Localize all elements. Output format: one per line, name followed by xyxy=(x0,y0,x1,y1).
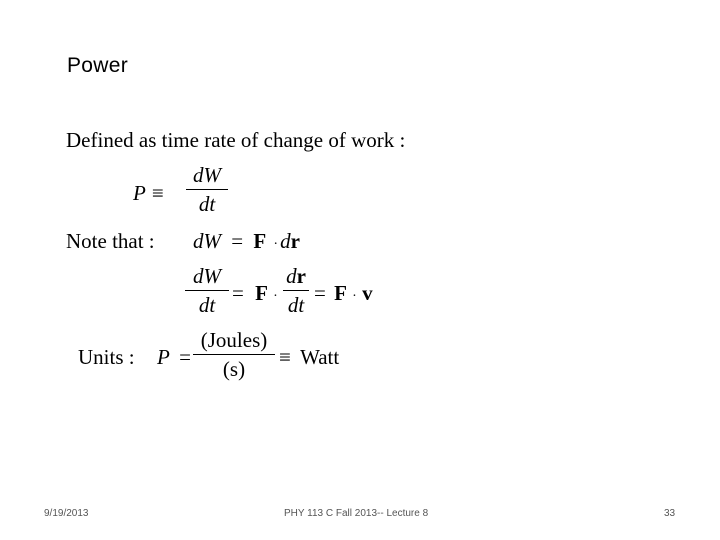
page-number: 33 xyxy=(664,508,676,519)
units-lhs: P = xyxy=(157,345,191,369)
velocity-fraction: dr dt xyxy=(283,264,309,317)
units-denominator: (s) xyxy=(222,357,246,381)
units-fraction xyxy=(193,328,275,381)
units-numerator: (Joules) xyxy=(200,328,268,352)
equiv-symbol: ≡ xyxy=(151,181,164,205)
power-equals-2: = F · v xyxy=(314,281,373,305)
units-result: ≡ Watt xyxy=(279,345,340,369)
def-denominator: dt xyxy=(198,192,216,216)
footer-date: 9/19/2013 xyxy=(44,508,89,519)
work-differential-equation: dW = F ·dr xyxy=(193,229,300,253)
note-label: Note that : xyxy=(66,229,155,253)
power-symbol: P ≡ xyxy=(133,181,164,205)
definition-text: Defined as time rate of change of work : xyxy=(66,128,406,152)
def-numerator: dW xyxy=(193,163,221,187)
def-fraction xyxy=(186,163,228,216)
footer-course: PHY 113 C Fall 2013-- Lecture 8 xyxy=(284,508,429,519)
slide-title: Power xyxy=(67,54,129,77)
power-fraction: dW dt xyxy=(185,264,229,317)
units-label: Units : xyxy=(78,345,135,369)
power-equals-1: = F · xyxy=(232,281,278,305)
